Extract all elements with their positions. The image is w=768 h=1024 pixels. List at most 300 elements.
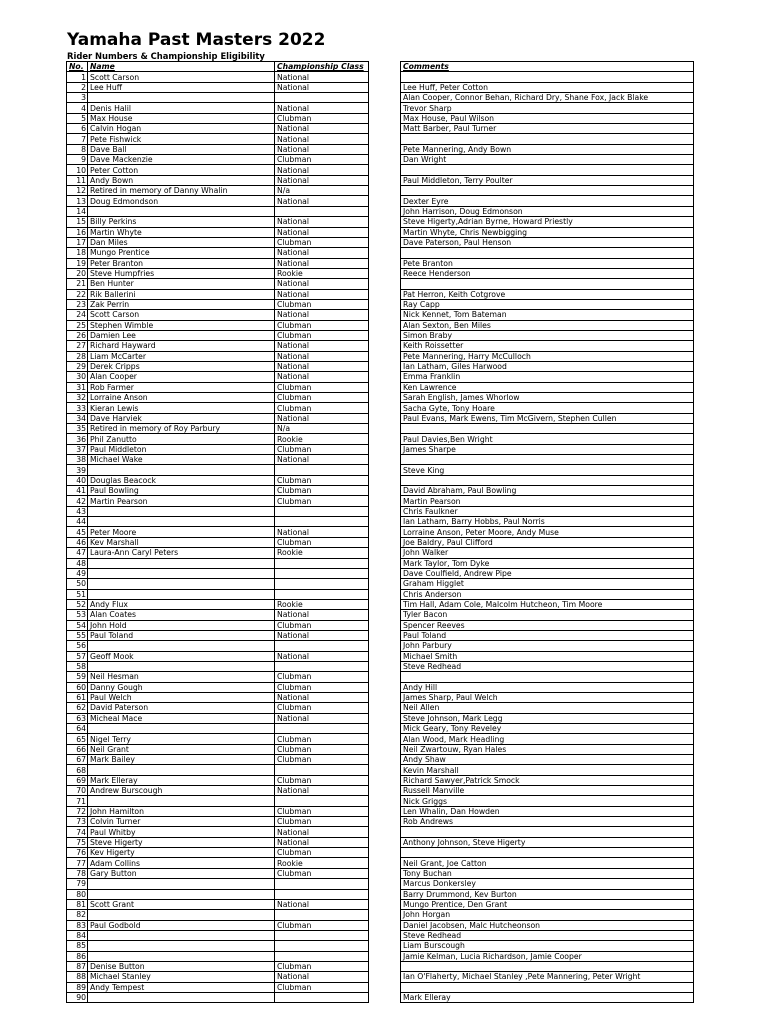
championship-class — [275, 951, 369, 961]
rider-name: Mark Bailey — [88, 755, 275, 765]
rider-name: Mark Elleray — [88, 775, 275, 785]
table-row — [401, 124, 694, 134]
championship-class: National — [275, 786, 369, 796]
rider-number: 57 — [67, 651, 88, 661]
table-row — [67, 713, 369, 723]
table-row — [67, 351, 369, 361]
table-row — [401, 672, 694, 682]
rider-name: Scott Carson — [88, 310, 275, 320]
comment-cell: Emma Franklin — [401, 372, 694, 382]
rider-name — [88, 465, 275, 475]
table-row — [67, 982, 369, 992]
rider-name: Alan Cooper — [88, 372, 275, 382]
rider-number: 52 — [67, 599, 88, 609]
table-row — [401, 382, 694, 392]
rider-number: 48 — [67, 558, 88, 568]
rider-number: 25 — [67, 320, 88, 330]
rider-number: 39 — [67, 465, 88, 475]
comment-cell: Ian O'Flaherty, Michael Stanley ,Pete Mannering, Peter Wright — [401, 972, 694, 982]
championship-class — [275, 93, 369, 103]
championship-class: Clubman — [275, 744, 369, 754]
comment-cell: Steve Higerty,Adrian Byrne, Howard Priestly — [401, 217, 694, 227]
header-name: Name — [88, 62, 275, 72]
championship-class: National — [275, 692, 369, 702]
table-row — [401, 630, 694, 640]
rider-name — [88, 910, 275, 920]
table-row — [67, 641, 369, 651]
comment-cell: Max House, Paul Wilson — [401, 113, 694, 123]
comment-cell: Dan Wright — [401, 155, 694, 165]
comment-cell: James Sharpe — [401, 444, 694, 454]
table-row — [401, 599, 694, 609]
table-row — [401, 527, 694, 537]
table-row — [401, 537, 694, 547]
comment-cell: Steve Redhead — [401, 661, 694, 671]
table-row — [67, 155, 369, 165]
rider-name: Kev Higerty — [88, 848, 275, 858]
comment-cell — [401, 165, 694, 175]
table-row — [401, 175, 694, 185]
rider-number: 34 — [67, 413, 88, 423]
rider-name: Doug Edmondson — [88, 196, 275, 206]
comment-cell: Pat Herron, Keith Cotgrove — [401, 289, 694, 299]
table-row — [401, 868, 694, 878]
rider-number: 13 — [67, 196, 88, 206]
championship-class: Clubman — [275, 155, 369, 165]
rider-number: 28 — [67, 351, 88, 361]
comments-table-header — [401, 62, 694, 72]
table-row — [401, 424, 694, 434]
comment-cell: Pete Mannering, Harry McCulloch — [401, 351, 694, 361]
comment-cell: Mick Geary, Tony Reveley — [401, 724, 694, 734]
table-row — [67, 848, 369, 858]
comment-cell: Dexter Eyre — [401, 196, 694, 206]
table-row — [67, 599, 369, 609]
table-row — [401, 393, 694, 403]
championship-class: National — [275, 341, 369, 351]
rider-name: Paul Whitby — [88, 827, 275, 837]
championship-class — [275, 641, 369, 651]
rider-number: 58 — [67, 661, 88, 671]
rider-number: 6 — [67, 124, 88, 134]
comment-cell: Sacha Gyte, Tony Hoare — [401, 403, 694, 413]
table-row — [401, 186, 694, 196]
comment-cell: Paul Middleton, Terry Poulter — [401, 175, 694, 185]
championship-class: Clubman — [275, 403, 369, 413]
table-row — [67, 651, 369, 661]
table-row — [67, 692, 369, 702]
table-row — [67, 827, 369, 837]
comment-cell: Lee Huff, Peter Cotton — [401, 82, 694, 92]
table-row — [401, 310, 694, 320]
table-row — [67, 455, 369, 465]
table-row — [401, 734, 694, 744]
rider-name: Neil Hesman — [88, 672, 275, 682]
rider-name — [88, 930, 275, 940]
table-row — [401, 206, 694, 216]
comment-cell: John Parbury — [401, 641, 694, 651]
rider-number: 66 — [67, 744, 88, 754]
rider-name: Martin Whyte — [88, 227, 275, 237]
comment-cell: Tyler Bacon — [401, 610, 694, 620]
comment-cell: Steve King — [401, 465, 694, 475]
championship-class: Clubman — [275, 982, 369, 992]
table-row — [67, 310, 369, 320]
championship-class — [275, 796, 369, 806]
table-row — [67, 144, 369, 154]
table-row — [401, 258, 694, 268]
comment-cell: Dave Coulfield, Andrew Pipe — [401, 568, 694, 578]
rider-name: David Paterson — [88, 703, 275, 713]
table-row — [67, 165, 369, 175]
comment-cell: Simon Braby — [401, 330, 694, 340]
table-row — [67, 589, 369, 599]
championship-class: Rookie — [275, 858, 369, 868]
comment-cell: John Harrison, Doug Edmonson — [401, 206, 694, 216]
comment-cell: Martin Pearson — [401, 496, 694, 506]
table-row — [67, 879, 369, 889]
rider-number: 65 — [67, 734, 88, 744]
rider-name: Danny Gough — [88, 682, 275, 692]
championship-class: National — [275, 196, 369, 206]
rider-name: Rob Farmer — [88, 382, 275, 392]
rider-number: 11 — [67, 175, 88, 185]
rider-name — [88, 889, 275, 899]
comment-cell: David Abraham, Paul Bowling — [401, 486, 694, 496]
rider-name: Denise Button — [88, 961, 275, 971]
championship-class: National — [275, 837, 369, 847]
table-row — [401, 765, 694, 775]
championship-class: Clubman — [275, 868, 369, 878]
table-row — [67, 568, 369, 578]
rider-number: 16 — [67, 227, 88, 237]
championship-class: Clubman — [275, 382, 369, 392]
rider-name: Retired in memory of Roy Parbury — [88, 424, 275, 434]
rider-name — [88, 568, 275, 578]
table-row — [67, 248, 369, 258]
table-row — [67, 992, 369, 1002]
comment-cell: Daniel Jacobsen, Malc Hutcheonson — [401, 920, 694, 930]
championship-class: National — [275, 165, 369, 175]
table-row — [67, 858, 369, 868]
comment-cell: Paul Davies,Ben Wright — [401, 434, 694, 444]
rider-name — [88, 951, 275, 961]
rider-number: 7 — [67, 134, 88, 144]
championship-class: Clubman — [275, 682, 369, 692]
table-row — [401, 486, 694, 496]
championship-class: Clubman — [275, 734, 369, 744]
table-row — [401, 692, 694, 702]
rider-name: Paul Godbold — [88, 920, 275, 930]
championship-class: National — [275, 289, 369, 299]
championship-class: Clubman — [275, 320, 369, 330]
rider-name: Dave Mackenzie — [88, 155, 275, 165]
rider-name: Andy Flux — [88, 599, 275, 609]
championship-class: N/a — [275, 186, 369, 196]
rider-number: 67 — [67, 755, 88, 765]
page-subtitle: Rider Numbers & Championship Eligibility — [67, 51, 265, 61]
rider-name: Paul Bowling — [88, 486, 275, 496]
table-row — [401, 299, 694, 309]
rider-name: Andrew Burscough — [88, 786, 275, 796]
table-row — [401, 992, 694, 1002]
table-row — [67, 817, 369, 827]
rider-number: 32 — [67, 393, 88, 403]
table-row — [67, 103, 369, 113]
rider-number: 69 — [67, 775, 88, 785]
rider-name: Douglas Beacock — [88, 475, 275, 485]
table-row — [401, 972, 694, 982]
comment-cell: Alan Cooper, Connor Behan, Richard Dry, Shane Fox, Jack Blake — [401, 93, 694, 103]
table-row — [401, 413, 694, 423]
table-row — [401, 475, 694, 485]
table-row — [67, 299, 369, 309]
table-row — [401, 155, 694, 165]
championship-class: National — [275, 227, 369, 237]
rider-name: Paul Toland — [88, 630, 275, 640]
rider-number: 54 — [67, 620, 88, 630]
championship-class: Clubman — [275, 755, 369, 765]
rider-number: 64 — [67, 724, 88, 734]
championship-class: National — [275, 103, 369, 113]
rider-number: 81 — [67, 899, 88, 909]
championship-class: Clubman — [275, 330, 369, 340]
table-row — [401, 351, 694, 361]
rider-name: Michael Stanley — [88, 972, 275, 982]
rider-number: 20 — [67, 268, 88, 278]
rider-number: 18 — [67, 248, 88, 258]
table-row — [67, 268, 369, 278]
championship-class: Clubman — [275, 703, 369, 713]
rider-number: 50 — [67, 579, 88, 589]
header-class: Championship Class — [275, 62, 369, 72]
rider-number: 77 — [67, 858, 88, 868]
comment-cell: Keith Roissetter — [401, 341, 694, 351]
table-row — [401, 434, 694, 444]
championship-class: National — [275, 361, 369, 371]
championship-class — [275, 724, 369, 734]
table-row — [67, 93, 369, 103]
championship-class: National — [275, 351, 369, 361]
rider-number: 15 — [67, 217, 88, 227]
table-row — [401, 279, 694, 289]
comment-cell: Ken Lawrence — [401, 382, 694, 392]
table-row — [67, 961, 369, 971]
table-row — [67, 175, 369, 185]
championship-class: National — [275, 630, 369, 640]
comment-cell: Dave Paterson, Paul Henson — [401, 237, 694, 247]
table-row — [67, 496, 369, 506]
rider-name: Martin Pearson — [88, 496, 275, 506]
rider-name: Gary Button — [88, 868, 275, 878]
championship-class: Clubman — [275, 486, 369, 496]
championship-class: National — [275, 972, 369, 982]
championship-class — [275, 517, 369, 527]
rider-name — [88, 941, 275, 951]
rider-name: Andy Bown — [88, 175, 275, 185]
table-row — [67, 672, 369, 682]
page-title: Yamaha Past Masters 2022 — [67, 30, 326, 50]
comment-cell: Barry Drummond, Kev Burton — [401, 889, 694, 899]
championship-class: Clubman — [275, 475, 369, 485]
table-row — [67, 134, 369, 144]
table-row — [401, 961, 694, 971]
rider-number: 21 — [67, 279, 88, 289]
championship-class: National — [275, 82, 369, 92]
table-row — [401, 703, 694, 713]
rider-number: 14 — [67, 206, 88, 216]
table-row — [67, 734, 369, 744]
table-row — [67, 82, 369, 92]
comment-cell: Tim Hall, Adam Cole, Malcolm Hutcheon, Tim Moore — [401, 599, 694, 609]
table-row — [67, 837, 369, 847]
rider-name: Richard Hayward — [88, 341, 275, 351]
table-row — [401, 744, 694, 754]
table-row — [67, 413, 369, 423]
rider-number: 88 — [67, 972, 88, 982]
table-row — [401, 248, 694, 258]
rider-number: 62 — [67, 703, 88, 713]
championship-class: National — [275, 527, 369, 537]
table-row — [401, 620, 694, 630]
rider-number: 37 — [67, 444, 88, 454]
table-row — [67, 941, 369, 951]
table-row — [401, 517, 694, 527]
championship-class — [275, 579, 369, 589]
rider-number: 80 — [67, 889, 88, 899]
rider-name: Geoff Mook — [88, 651, 275, 661]
table-row — [401, 103, 694, 113]
comment-cell: James Sharp, Paul Welch — [401, 692, 694, 702]
table-row — [401, 910, 694, 920]
table-row — [401, 879, 694, 889]
rider-name — [88, 579, 275, 589]
championship-class: Clubman — [275, 961, 369, 971]
table-row — [67, 227, 369, 237]
table-row — [67, 382, 369, 392]
rider-name: Paul Welch — [88, 692, 275, 702]
rider-name: Dan Miles — [88, 237, 275, 247]
table-row — [67, 765, 369, 775]
championship-class: Clubman — [275, 775, 369, 785]
championship-class: National — [275, 258, 369, 268]
rider-number: 75 — [67, 837, 88, 847]
rider-name: Phil Zanutto — [88, 434, 275, 444]
comment-cell: Liam Burscough — [401, 941, 694, 951]
championship-class: Clubman — [275, 848, 369, 858]
table-row — [401, 951, 694, 961]
rider-number: 26 — [67, 330, 88, 340]
championship-class: Clubman — [275, 113, 369, 123]
table-row — [401, 889, 694, 899]
championship-class: National — [275, 713, 369, 723]
table-row — [401, 579, 694, 589]
comment-cell: Alan Sexton, Ben Miles — [401, 320, 694, 330]
header-no: No. — [67, 62, 88, 72]
table-row — [67, 610, 369, 620]
rider-name: Scott Grant — [88, 899, 275, 909]
championship-class: National — [275, 175, 369, 185]
championship-class: Clubman — [275, 496, 369, 506]
rider-name: Derek Cripps — [88, 361, 275, 371]
championship-class: Rookie — [275, 599, 369, 609]
rider-number: 55 — [67, 630, 88, 640]
championship-class: Clubman — [275, 672, 369, 682]
table-row — [67, 475, 369, 485]
rider-number: 83 — [67, 920, 88, 930]
table-row — [67, 372, 369, 382]
rider-name: Kieran Lewis — [88, 403, 275, 413]
comment-cell — [401, 72, 694, 82]
table-row — [401, 558, 694, 568]
comment-cell: Jamie Kelman, Lucia Richardson, Jamie Cooper — [401, 951, 694, 961]
rider-name — [88, 558, 275, 568]
rider-number: 3 — [67, 93, 88, 103]
table-row — [401, 548, 694, 558]
championship-class — [275, 910, 369, 920]
table-row — [401, 82, 694, 92]
table-row — [401, 724, 694, 734]
table-row — [401, 341, 694, 351]
comment-cell — [401, 279, 694, 289]
rider-name: Laura-Ann Caryl Peters — [88, 548, 275, 558]
rider-name: Andy Tempest — [88, 982, 275, 992]
rider-name — [88, 796, 275, 806]
comment-cell: Rob Andrews — [401, 817, 694, 827]
comment-cell — [401, 982, 694, 992]
championship-class: Clubman — [275, 393, 369, 403]
table-row — [401, 982, 694, 992]
table-row — [401, 227, 694, 237]
table-row — [67, 579, 369, 589]
comment-cell: Russell Manville — [401, 786, 694, 796]
championship-class — [275, 889, 369, 899]
rider-number: 2 — [67, 82, 88, 92]
table-row — [67, 186, 369, 196]
rider-number: 8 — [67, 144, 88, 154]
rider-name: Liam McCarter — [88, 351, 275, 361]
rider-number: 89 — [67, 982, 88, 992]
table-row — [401, 796, 694, 806]
table-row — [67, 920, 369, 930]
rider-name: Michael Wake — [88, 455, 275, 465]
table-row — [67, 237, 369, 247]
table-row — [67, 796, 369, 806]
rider-number: 22 — [67, 289, 88, 299]
comment-cell: Paul Toland — [401, 630, 694, 640]
comment-cell: Reece Henderson — [401, 268, 694, 278]
table-row — [401, 237, 694, 247]
table-row — [67, 506, 369, 516]
rider-name: Pete Fishwick — [88, 134, 275, 144]
rider-name: Max House — [88, 113, 275, 123]
rider-name — [88, 506, 275, 516]
championship-class: Clubman — [275, 237, 369, 247]
rider-number: 10 — [67, 165, 88, 175]
championship-class — [275, 206, 369, 216]
comment-cell — [401, 961, 694, 971]
table-row — [67, 486, 369, 496]
championship-class: Clubman — [275, 620, 369, 630]
comment-cell: Spencer Reeves — [401, 620, 694, 630]
comment-cell: Richard Sawyer,Patrick Smock — [401, 775, 694, 785]
table-row — [67, 724, 369, 734]
comment-cell: Steve Johnson, Mark Legg — [401, 713, 694, 723]
comment-cell: Andy Shaw — [401, 755, 694, 765]
table-row — [67, 755, 369, 765]
championship-class: National — [275, 651, 369, 661]
table-row — [401, 651, 694, 661]
